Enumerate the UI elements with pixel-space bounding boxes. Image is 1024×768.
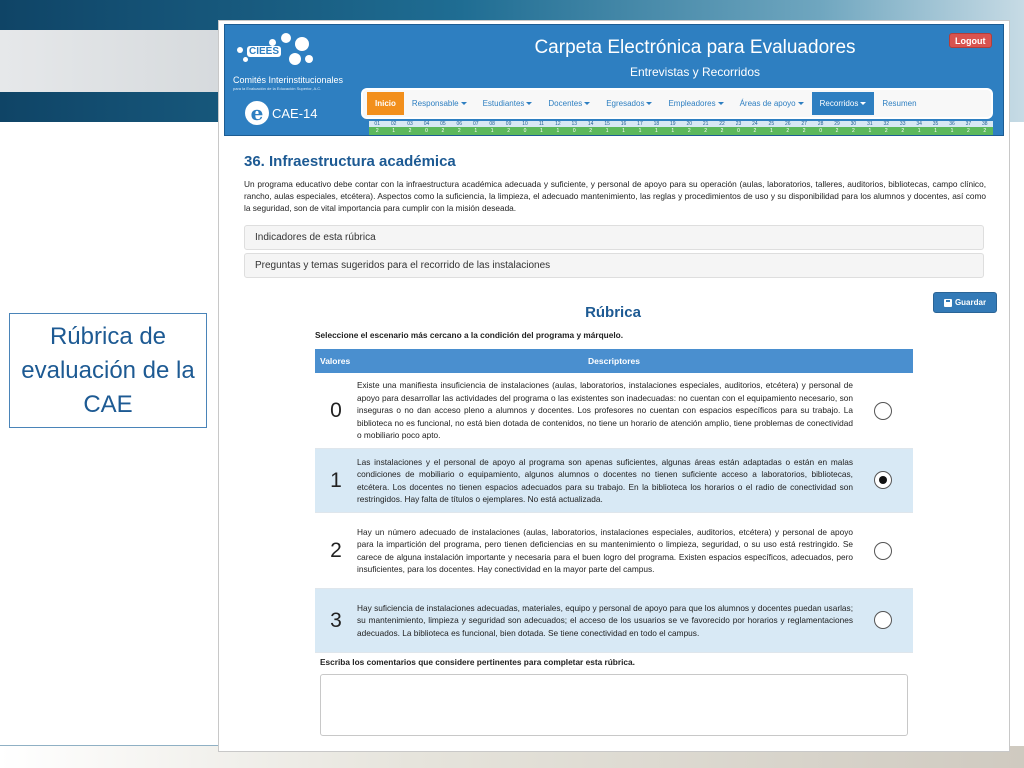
progress-cell[interactable] [829, 121, 845, 135]
progress-cell[interactable] [550, 121, 566, 135]
progress-cell[interactable] [730, 121, 746, 135]
cae-e-icon: e [245, 101, 269, 125]
progress-cell[interactable] [599, 121, 615, 135]
questions-panel[interactable] [244, 253, 984, 278]
progress-cell[interactable] [615, 121, 631, 135]
rubric-row-0 [315, 373, 913, 449]
progress-cell-number: 26 [780, 121, 796, 127]
radio-value-3[interactable] [874, 611, 892, 629]
progress-cell-value: 2 [697, 127, 713, 135]
progress-cell[interactable] [681, 121, 697, 135]
app-header [224, 24, 1004, 136]
callout-text: Rúbrica de evaluación de la CAE [21, 322, 195, 418]
column-header-descriptors: Descriptores [588, 356, 640, 366]
main-navbar [361, 88, 993, 119]
progress-cell[interactable] [582, 121, 598, 135]
nav-item-inicio[interactable]: Inicio [367, 92, 404, 115]
nav-item-areas-de-apoyo[interactable]: Áreas de apoyo [732, 92, 812, 115]
app-title: Carpeta Electrónica para Evaluadores [534, 37, 856, 58]
progress-cell-number: 36 [944, 121, 960, 127]
progress-cell-value: 2 [714, 127, 730, 135]
progress-cell-number: 22 [714, 121, 730, 127]
progress-cell[interactable] [369, 121, 385, 135]
progress-cell-number: 33 [895, 121, 911, 127]
comment-label: Escriba los comentarios que considere pertinentes para completar esta rúbrica. [320, 657, 635, 667]
rubric-descriptor: Hay suficiencia de instalaciones adecuadas, materiales, equipo y personal de apoyo para que los alumnos y docentes puedan usarlas; su mantenimiento, limpieza y seguridad son adecuados; el acceso de los usuarios se ve favorecido por horarios y reglamentaciones adecuados. La biblioteca es funcional, bien dotada. Se tiene conectividad en todo el campus. [357, 602, 853, 638]
progress-cell[interactable] [714, 121, 730, 135]
progress-cell[interactable] [517, 121, 533, 135]
progress-cell-value: 1 [911, 127, 927, 135]
progress-cell-number: 19 [665, 121, 681, 127]
rubric-instruction: Seleccione el escenario más cercano a la condición del programa y márquelo. [315, 330, 624, 340]
progress-cell-value: 2 [845, 127, 861, 135]
progress-cell-value: 2 [435, 127, 451, 135]
progress-cell[interactable] [763, 121, 779, 135]
progress-cell[interactable] [451, 121, 467, 135]
progress-cell-value: 2 [681, 127, 697, 135]
progress-cell-value: 0 [517, 127, 533, 135]
chevron-down-icon [860, 102, 866, 105]
rubric-table-header [315, 349, 913, 373]
save-button-label: Guardar [954, 298, 987, 307]
progress-cell-number: 24 [747, 121, 763, 127]
progress-cell-value: 1 [599, 127, 615, 135]
radio-value-0[interactable] [874, 402, 892, 420]
progress-cell-value: 0 [566, 127, 582, 135]
progress-cell-value: 1 [632, 127, 648, 135]
rubric-descriptor: Existe una manifiesta insuficiencia de instalaciones (aulas, laboratorios, instalaciones especiales, auditorios, etcétera) y personal de apoyo para desarrollar las actividades del programa o las existentes son inadecuadas: no cuentan con el equipamiento necesario, son inseguras o no dan acceso pleno a alumnos y docentes. Los profesores no cuentan con espacios específicos para su trabajo. La biblioteca no es funcional, no está bien dotada de contenidos, no tiene un horario de atención amplio, tiene problemas de conectividad o mobiliario poco apto. [357, 380, 853, 441]
progress-cell-value: 2 [977, 127, 993, 135]
progress-cell-value: 1 [763, 127, 779, 135]
progress-cell[interactable] [435, 121, 451, 135]
rubric-row-2 [315, 513, 913, 589]
rubric-value: 2 [330, 538, 342, 562]
chevron-down-icon [718, 102, 724, 105]
progress-cell-value: 2 [451, 127, 467, 135]
progress-cell-number: 07 [468, 121, 484, 127]
section-title: 36. Infraestructura académica [244, 153, 456, 170]
progress-cell[interactable] [697, 121, 713, 135]
progress-cell-number: 37 [960, 121, 976, 127]
progress-cell[interactable] [648, 121, 664, 135]
progress-cell[interactable] [895, 121, 911, 135]
rubric-progress-strip [369, 121, 993, 135]
indicators-panel[interactable] [244, 225, 984, 250]
progress-cell-number: 32 [878, 121, 894, 127]
rubric-title: Rúbrica [585, 304, 641, 321]
radio-value-1[interactable] [874, 471, 892, 489]
progress-cell-number: 18 [648, 121, 664, 127]
nav-item-resumen[interactable]: Resumen [882, 99, 917, 108]
progress-cell-value: 2 [747, 127, 763, 135]
progress-cell[interactable] [632, 121, 648, 135]
progress-cell-number: 06 [451, 121, 467, 127]
column-header-values: Valores [320, 356, 351, 366]
chevron-down-icon [646, 102, 652, 105]
progress-cell-value: 2 [796, 127, 812, 135]
app-subtitle: Entrevistas y Recorridos [629, 65, 761, 79]
progress-cell-number: 04 [418, 121, 434, 127]
progress-cell-number: 11 [533, 121, 549, 127]
progress-cell-number: 12 [550, 121, 566, 127]
questions-panel-label: Preguntas y temas sugeridos para el recorrido de las instalaciones [255, 260, 551, 271]
rubric-row-3 [315, 589, 913, 653]
slide-callout [9, 313, 207, 428]
progress-cell[interactable] [468, 121, 484, 135]
radio-value-2[interactable] [874, 542, 892, 560]
progress-cell-number: 03 [402, 121, 418, 127]
progress-cell[interactable] [500, 121, 516, 135]
ciees-wordmark: CIEES [249, 46, 280, 57]
progress-cell[interactable] [878, 121, 894, 135]
chevron-down-icon [526, 102, 532, 105]
progress-cell-number: 13 [566, 121, 582, 127]
progress-cell-value: 1 [385, 127, 401, 135]
section-description: Un programa educativo debe contar con la infraestructura académica adecuada y suficiente, y personal de apoyo para su operación (aulas, laboratorios, talleres, auditorios, bibliotecas, campo clínico, rancho, aulas especiales, etcétera). Aspectos como la suficiencia, la limpieza, el adecuado mantenimiento, las reglas y procedimientos de uso y su disponibilidad para los alumnos y docentes, así como la seguridad, son de vital importancia para cumplir con la misión deseada. [244, 179, 986, 213]
progress-cell-number: 14 [582, 121, 598, 127]
progress-cell-number: 35 [927, 121, 943, 127]
progress-cell-number: 23 [730, 121, 746, 127]
nav-item-recorridos[interactable]: Recorridos [812, 92, 875, 115]
progress-cell[interactable] [484, 121, 500, 135]
progress-cell[interactable] [780, 121, 796, 135]
progress-cell-value: 2 [780, 127, 796, 135]
indicators-panel-label: Indicadores de esta rúbrica [255, 232, 376, 243]
nav-item-docentes[interactable]: Docentes [540, 92, 598, 115]
progress-cell-value: 2 [878, 127, 894, 135]
progress-cell[interactable] [845, 121, 861, 135]
chevron-down-icon [461, 102, 467, 105]
org-subtitle: para la Evaluación de la Educación Superior, A.C. [233, 86, 322, 91]
progress-cell-value: 1 [665, 127, 681, 135]
progress-cell[interactable] [418, 121, 434, 135]
progress-cell[interactable] [812, 121, 828, 135]
progress-cell-value: 1 [648, 127, 664, 135]
progress-cell-value: 2 [582, 127, 598, 135]
rubric-value: 3 [330, 608, 342, 632]
progress-cell[interactable] [566, 121, 582, 135]
nav-item-egresados[interactable]: Egresados [598, 92, 660, 115]
progress-cell-value: 1 [615, 127, 631, 135]
progress-cell-value: 1 [468, 127, 484, 135]
progress-cell-number: 01 [369, 121, 385, 127]
progress-cell-number: 21 [697, 121, 713, 127]
progress-cell-number: 15 [599, 121, 615, 127]
progress-cell-number: 38 [977, 121, 993, 127]
progress-cell-value: 0 [418, 127, 434, 135]
progress-cell-number: 02 [385, 121, 401, 127]
rubric-value: 0 [330, 398, 342, 422]
rubric-descriptor: Las instalaciones y el personal de apoyo al programa son apenas suficientes, algunas áreas están adaptadas o están en malas condiciones de mobiliario o equipamiento, algunos alumnos o docentes no tienen suficiente acceso a laboratorios, bibliotecas, etcétera. Los docentes no tienen espacios adecuados para su trabajo. En la biblioteca los horarios o el radio de conectividad son restringidos. Hay falta de títulos o ejemplares. No está actualizada. [357, 456, 853, 504]
progress-cell-value: 2 [960, 127, 976, 135]
cae-logo [245, 101, 318, 125]
progress-cell-number: 08 [484, 121, 500, 127]
save-button[interactable] [933, 292, 997, 313]
progress-cell[interactable] [533, 121, 549, 135]
progress-cell-number: 28 [812, 121, 828, 127]
progress-cell-value: 1 [944, 127, 960, 135]
progress-cell-number: 30 [845, 121, 861, 127]
progress-cell-value: 1 [533, 127, 549, 135]
progress-cell[interactable] [862, 121, 878, 135]
nav-item-estudiantes[interactable]: Estudiantes [475, 92, 541, 115]
rubric-row-1 [315, 449, 913, 513]
progress-cell-value: 0 [812, 127, 828, 135]
progress-cell-number: 25 [763, 121, 779, 127]
floppy-disk-icon [944, 299, 952, 307]
progress-cell-value: 2 [369, 127, 385, 135]
progress-cell[interactable] [385, 121, 401, 135]
progress-cell-number: 31 [862, 121, 878, 127]
org-name: Comités Interinstitucionales [233, 75, 344, 85]
progress-cell-value: 0 [730, 127, 746, 135]
progress-cell-value: 2 [402, 127, 418, 135]
progress-cell-number: 05 [435, 121, 451, 127]
progress-cell-value: 2 [829, 127, 845, 135]
progress-cell[interactable] [944, 121, 960, 135]
comment-textarea[interactable] [320, 674, 908, 736]
progress-cell-number: 20 [681, 121, 697, 127]
progress-cell[interactable] [977, 121, 993, 135]
progress-cell[interactable] [911, 121, 927, 135]
progress-cell-number: 27 [796, 121, 812, 127]
rubric-descriptor: Hay un número adecuado de instalaciones (aulas, laboratorios, instalaciones especiales, auditorios, etcétera) y personal de apoyo para la impartición del programa, pero tienen deficiencias en su mantenimiento o limpieza, seguridad, o su uso está restringido. Se carece de alguna instalación importante y necesaria para el buen logro del programa. Existen espacios específicos, adecuados, pero insuficientes, para los docentes. Hay conectividad en la mayor parte del campus. [357, 526, 853, 574]
logout-button[interactable]: Logout [949, 33, 992, 48]
progress-cell-value: 1 [484, 127, 500, 135]
chevron-down-icon [798, 102, 804, 105]
nav-item-responsable[interactable]: Responsable [404, 92, 475, 115]
progress-cell[interactable] [927, 121, 943, 135]
slide-background-band [0, 30, 218, 92]
progress-cell[interactable] [747, 121, 763, 135]
progress-cell-number: 34 [911, 121, 927, 127]
progress-cell-number: 16 [615, 121, 631, 127]
progress-cell[interactable] [960, 121, 976, 135]
app-window [218, 20, 1010, 752]
progress-cell-value: 1 [550, 127, 566, 135]
ciees-logo [231, 31, 351, 131]
progress-cell-number: 29 [829, 121, 845, 127]
progress-cell-value: 1 [862, 127, 878, 135]
progress-cell-number: 10 [517, 121, 533, 127]
progress-cell-number: 17 [632, 121, 648, 127]
progress-cell[interactable] [796, 121, 812, 135]
progress-cell-number: 09 [500, 121, 516, 127]
cae-label: CAE-14 [272, 105, 318, 121]
rubric-value: 1 [330, 468, 342, 492]
progress-cell-value: 2 [500, 127, 516, 135]
nav-item-empleadores[interactable]: Empleadores [660, 92, 731, 115]
progress-cell[interactable] [665, 121, 681, 135]
progress-cell[interactable] [402, 121, 418, 135]
progress-cell-value: 2 [895, 127, 911, 135]
progress-cell-value: 1 [927, 127, 943, 135]
chevron-down-icon [584, 102, 590, 105]
